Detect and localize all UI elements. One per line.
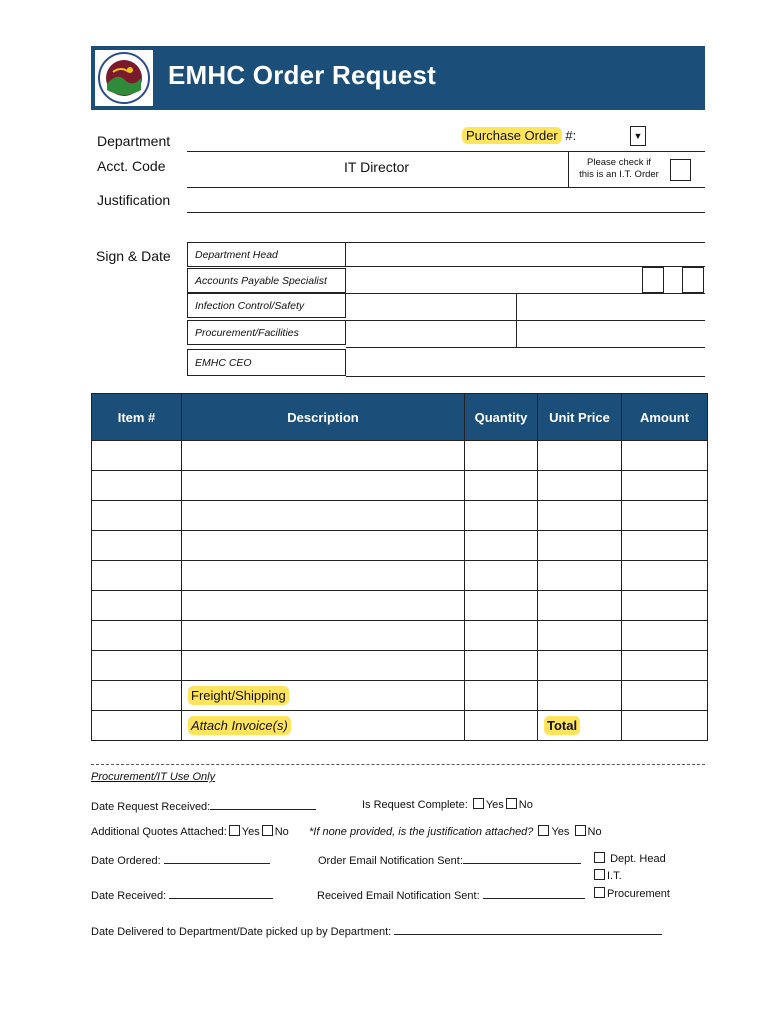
purchase-order-label [462, 128, 576, 143]
table-row [92, 441, 708, 471]
cell[interactable] [622, 591, 708, 621]
attach-cell [182, 711, 465, 741]
table-row [92, 591, 708, 621]
date-delivered-label: Date Delivered to Department/Date picked up by Department: [91, 926, 392, 938]
received-email-label: Received Email Notification Sent: [317, 890, 480, 902]
table-row [92, 561, 708, 591]
no-label: No [587, 826, 602, 838]
freight-cell [182, 681, 465, 711]
cell[interactable] [465, 441, 538, 471]
cell[interactable] [92, 501, 182, 531]
cell[interactable] [465, 531, 538, 561]
cell[interactable] [92, 441, 182, 471]
no-label: No [274, 826, 289, 838]
yes-label: Yes [551, 826, 570, 838]
items-table [91, 393, 708, 741]
cell[interactable] [465, 561, 538, 591]
cell[interactable] [538, 651, 622, 681]
cell[interactable] [538, 531, 622, 561]
just-yes-checkbox[interactable] [538, 825, 549, 836]
no-label: No [518, 799, 533, 811]
caret-down-icon: ▼ [633, 131, 643, 141]
cell[interactable] [622, 471, 708, 501]
sign-row-ap-specialist: Accounts Payable Specialist [187, 268, 346, 293]
cell[interactable] [92, 471, 182, 501]
sign-divider [516, 293, 517, 347]
date-ordered-label: Date Ordered: [91, 855, 161, 867]
emhc-logo-icon [95, 50, 153, 106]
sign-line-top [346, 242, 705, 243]
date-delivered [91, 923, 662, 938]
acct-code-label: Acct. Code [97, 158, 166, 174]
cell [92, 711, 182, 741]
quotes-yes-checkbox[interactable] [229, 825, 240, 836]
cell[interactable] [465, 471, 538, 501]
just-no-checkbox[interactable] [575, 825, 586, 836]
sign-row-infection-control: Infection Control/Safety [187, 293, 346, 318]
if-none-label: *If none provided, is the justification attached? [309, 826, 534, 838]
yes-label: Yes [485, 799, 504, 811]
date-ordered-field[interactable] [164, 852, 270, 864]
cell[interactable] [622, 621, 708, 651]
total-row [92, 711, 708, 741]
justification-label: Justification [97, 192, 171, 208]
date-request-received-field[interactable] [210, 798, 316, 810]
justification-line[interactable] [187, 212, 705, 213]
dept-head-label: Dept. Head [610, 853, 666, 865]
cell[interactable] [92, 561, 182, 591]
cell[interactable] [622, 681, 708, 711]
sign-field-infection[interactable] [346, 320, 705, 321]
cell[interactable] [92, 591, 182, 621]
page-title: EMHC Order Request [168, 60, 436, 90]
cell[interactable] [538, 441, 622, 471]
cell[interactable] [92, 621, 182, 651]
complete-yes-checkbox[interactable] [473, 798, 484, 809]
procurement-label: Procurement [607, 888, 670, 900]
date-received [91, 887, 273, 902]
date-received-field[interactable] [169, 887, 273, 899]
it-order-checkbox[interactable] [670, 159, 691, 181]
cell [465, 711, 538, 741]
cell [92, 681, 182, 711]
sign-field-ap[interactable] [346, 293, 705, 294]
divider [568, 152, 569, 187]
is-request-complete [362, 798, 533, 811]
po-suffix: #: [561, 128, 577, 143]
cell[interactable] [182, 621, 465, 651]
order-email-label: Order Email Notification Sent: [318, 855, 463, 867]
justification-attached [309, 825, 602, 838]
col-item: Item # [92, 394, 182, 441]
cell[interactable] [622, 501, 708, 531]
date-delivered-field[interactable] [394, 923, 662, 935]
freight-row [92, 681, 708, 711]
table-row [92, 531, 708, 561]
dept-head-option [592, 852, 666, 865]
sign-field-ceo[interactable] [346, 376, 705, 377]
sign-row-dept-head: Department Head [187, 242, 346, 267]
sign-row-procurement: Procurement/Facilities [187, 320, 346, 345]
total-amount-cell[interactable] [622, 711, 708, 741]
cell[interactable] [182, 651, 465, 681]
purchase-order-highlight: Purchase Order [462, 127, 562, 144]
date-ordered [91, 852, 270, 867]
quotes-label: Additional Quotes Attached: [91, 826, 227, 838]
col-quantity: Quantity [465, 394, 538, 441]
cell[interactable] [538, 621, 622, 651]
acct-code-value[interactable]: IT Director [344, 159, 410, 175]
received-email-sent [317, 887, 585, 902]
cell[interactable] [622, 651, 708, 681]
procurement-heading: Procurement/IT Use Only [91, 771, 216, 783]
ap-checkbox-2[interactable] [682, 267, 704, 293]
cell[interactable] [182, 501, 465, 531]
col-description: Description [182, 394, 465, 441]
table-row [92, 471, 708, 501]
it-note-line2: this is an I.T. Order [579, 169, 659, 180]
cell[interactable] [538, 561, 622, 591]
complete-no-checkbox[interactable] [506, 798, 517, 809]
cell[interactable] [465, 591, 538, 621]
received-email-field[interactable] [483, 887, 585, 899]
it-label: I.T. [607, 870, 622, 882]
cell[interactable] [465, 621, 538, 651]
it-option [592, 869, 622, 882]
dashed-divider [91, 764, 705, 765]
cell[interactable] [182, 531, 465, 561]
sign-date-label: Sign & Date [96, 248, 171, 264]
ap-checkbox-1[interactable] [642, 267, 664, 293]
additional-quotes [91, 825, 289, 838]
cell[interactable] [622, 441, 708, 471]
order-email-sent [318, 852, 581, 867]
po-dropdown[interactable] [630, 126, 646, 146]
order-email-field[interactable] [463, 852, 581, 864]
is-complete-label: Is Request Complete: [362, 799, 468, 811]
date-request-received-label: Date Request Received: [91, 801, 211, 813]
cell[interactable] [538, 501, 622, 531]
department-label: Department [97, 133, 171, 149]
cell[interactable] [465, 651, 538, 681]
it-order-note [571, 157, 667, 181]
cell[interactable] [622, 561, 708, 591]
cell[interactable] [92, 651, 182, 681]
it-note-line1: Please check if [587, 157, 651, 168]
cell[interactable] [182, 441, 465, 471]
cell[interactable] [465, 681, 538, 711]
freight-label: Freight/Shipping [188, 686, 289, 705]
cell[interactable] [182, 471, 465, 501]
it-checkbox[interactable] [594, 869, 605, 880]
procurement-checkbox[interactable] [594, 887, 605, 898]
sign-field-procurement[interactable] [346, 347, 705, 348]
table-row [92, 621, 708, 651]
department-line[interactable] [187, 151, 705, 152]
total-cell [538, 711, 622, 741]
cell[interactable] [465, 501, 538, 531]
date-request-received [91, 798, 316, 813]
dept-head-checkbox[interactable] [594, 852, 605, 863]
cell[interactable] [538, 591, 622, 621]
cell[interactable] [538, 471, 622, 501]
procurement-option [592, 887, 670, 900]
col-unit-price: Unit Price [538, 394, 622, 441]
cell[interactable] [92, 531, 182, 561]
cell[interactable] [182, 561, 465, 591]
acct-code-line [187, 187, 705, 188]
col-amount: Amount [622, 394, 708, 441]
quotes-no-checkbox[interactable] [262, 825, 273, 836]
cell[interactable] [622, 531, 708, 561]
yes-label: Yes [241, 826, 260, 838]
sign-row-ceo: EMHC CEO [187, 349, 346, 376]
total-label: Total [544, 716, 580, 735]
cell[interactable] [182, 591, 465, 621]
attach-invoice-label: Attach Invoice(s) [188, 716, 291, 735]
table-row [92, 501, 708, 531]
table-header-row [92, 394, 708, 441]
table-row [92, 651, 708, 681]
date-received-label: Date Received: [91, 890, 167, 902]
cell[interactable] [538, 681, 622, 711]
